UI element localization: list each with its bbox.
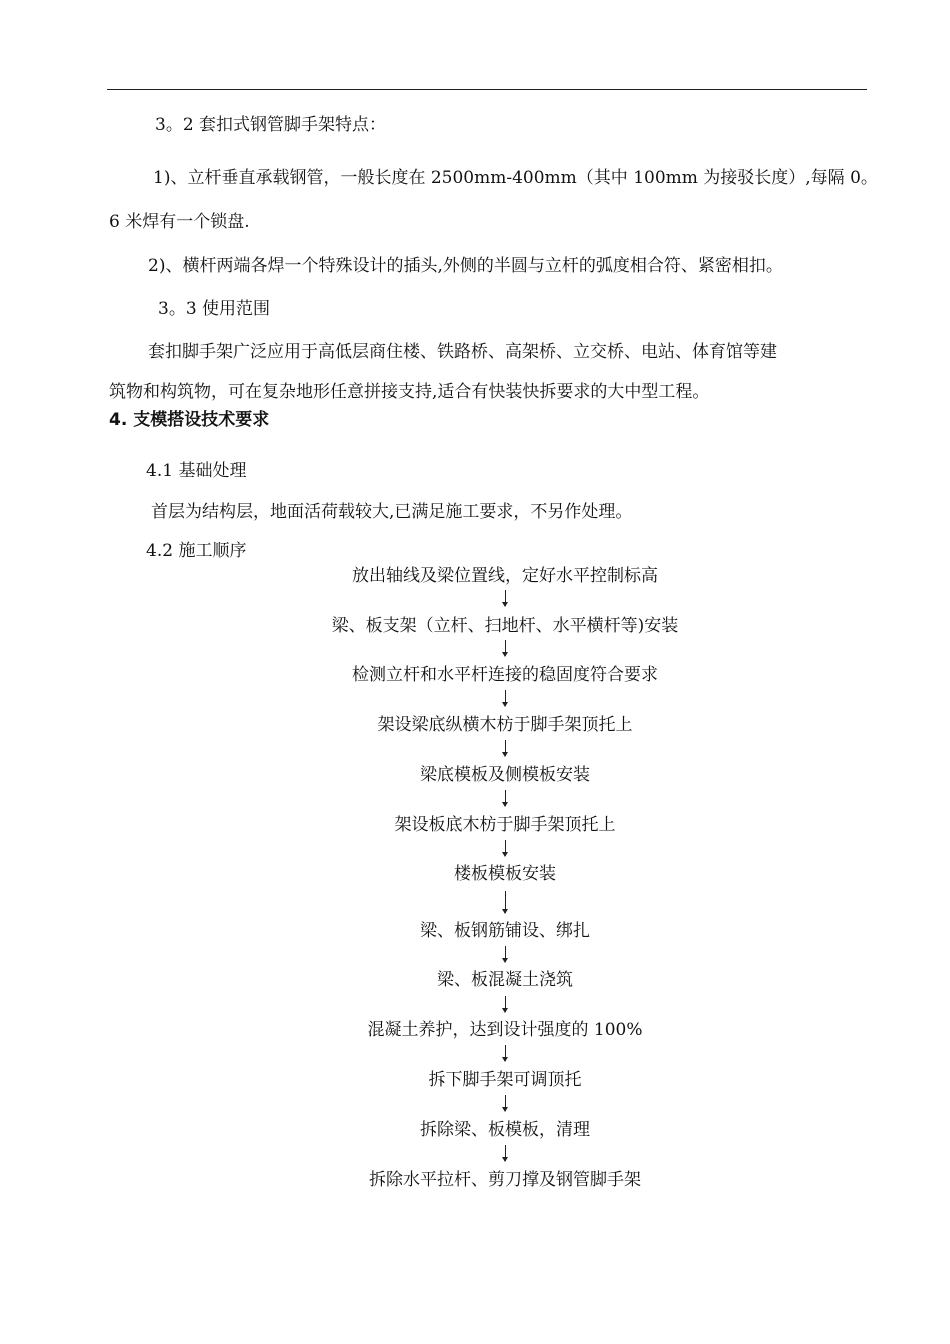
flow-arrow-9	[505, 996, 506, 1012]
flow-arrow-1	[505, 590, 506, 606]
section-4-1-paragraph: 首层为结构层，地面活荷载较大,已满足施工要求，不另作处理。	[151, 502, 633, 522]
header-rule	[107, 89, 867, 90]
section-3-3-heading: 3。3 使用范围	[158, 299, 271, 319]
flow-step-1: 放出轴线及梁位置线，定好水平控制标高	[352, 566, 658, 586]
flow-step-9: 梁、板混凝土浇筑	[437, 970, 573, 990]
flow-step-13: 拆除水平拉杆、剪刀撑及钢管脚手架	[369, 1170, 641, 1190]
section-4-heading: 4. 支模搭设技术要求	[109, 410, 270, 430]
flow-arrow-12	[505, 1145, 506, 1161]
flow-arrow-8	[505, 946, 506, 962]
section-3-2-paragraph-1-line-1: 1)、立杆垂直承载钢管，一般长度在 2500mm-400mm（其中 100mm 为接驳长度）,每隔 0。	[153, 168, 878, 188]
section-3-3-paragraph-line-1: 套扣脚手架广泛应用于高低层商住楼、铁路桥、高架桥、立交桥、电站、体育馆等建	[148, 342, 777, 362]
flow-step-4: 架设梁底纵横木枋于脚手架顶托上	[377, 715, 633, 735]
section-4-1-heading: 4.1 基础处理	[146, 461, 247, 481]
flow-step-3: 检测立杆和水平杆连接的稳固度符合要求	[352, 665, 658, 685]
flow-arrow-3	[505, 690, 506, 706]
flow-arrow-7	[505, 891, 506, 913]
flow-arrow-11	[505, 1095, 506, 1111]
flow-step-12: 拆除梁、板模板，清理	[420, 1120, 590, 1140]
flow-step-7: 楼板模板安装	[454, 864, 556, 884]
flow-step-2: 梁、板支架（立杆、扫地杆、水平横杆等)安装	[331, 616, 679, 636]
flow-arrow-5	[505, 790, 506, 806]
section-4-2-heading: 4.2 施工顺序	[146, 541, 247, 561]
flow-arrow-2	[505, 640, 506, 656]
flow-step-10: 混凝土养护，达到设计强度的 100%	[367, 1020, 643, 1040]
flow-arrow-4	[505, 740, 506, 756]
section-3-2-paragraph-1-line-2: 6 米焊有一个锁盘.	[109, 212, 250, 232]
flow-step-11: 拆下脚手架可调顶托	[428, 1070, 582, 1090]
flow-step-6: 架设板底木枋于脚手架顶托上	[394, 815, 616, 835]
flow-step-8: 梁、板钢筋铺设、绑扎	[420, 921, 590, 941]
section-3-2-paragraph-2: 2)、横杆两端各焊一个特殊设计的插头,外侧的半圆与立杆的弧度相合符、紧密相扣。	[148, 256, 783, 276]
flow-arrow-10	[505, 1045, 506, 1061]
flow-step-5: 梁底模板及侧模板安装	[420, 765, 590, 785]
section-3-3-paragraph-line-2: 筑物和构筑物，可在复杂地形任意拼接支持,适合有快装快拆要求的大中型工程。	[109, 382, 710, 402]
section-3-2-heading: 3。2 套扣式钢管脚手架特点：	[155, 115, 387, 135]
flow-arrow-6	[505, 840, 506, 856]
